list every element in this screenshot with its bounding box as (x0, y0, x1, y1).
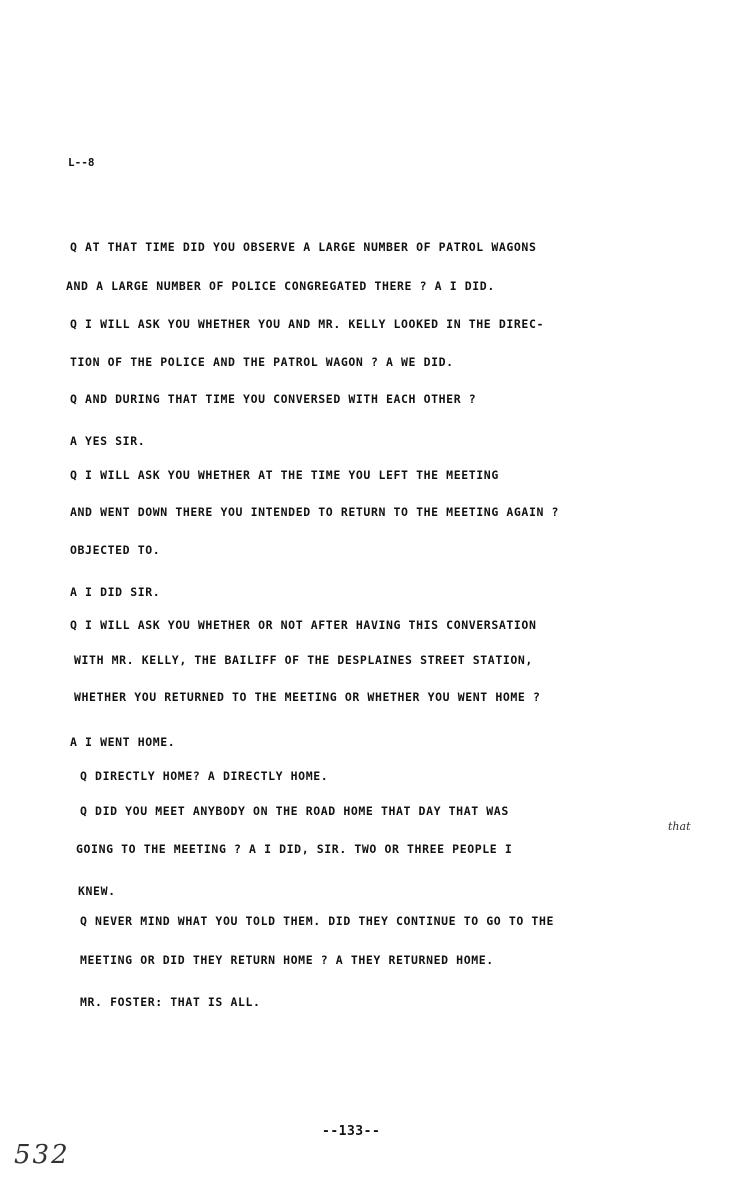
transcript-line: Q I WILL ASK YOU WHETHER AT THE TIME YOU LEFT THE MEETING (70, 468, 499, 482)
section-mark: L--8 (68, 156, 95, 169)
transcript-line: Q AT THAT TIME DID YOU OBSERVE A LARGE NUMBER OF PATROL WAGONS (70, 240, 537, 254)
transcript-line: Q NEVER MIND WHAT YOU TOLD THEM. DID THEY CONTINUE TO GO TO THE (80, 914, 554, 928)
transcript-line: WITH MR. KELLY, THE BAILIFF OF THE DESPLAINES STREET STATION, (74, 653, 533, 667)
transcript-line: TION OF THE POLICE AND THE PATROL WAGON ? A WE DID. (70, 355, 454, 369)
archive-number: 532 (14, 1140, 70, 1170)
transcript-line: OBJECTED TO. (70, 543, 161, 557)
transcript-line: Q DIRECTLY HOME? A DIRECTLY HOME. (80, 769, 329, 783)
transcript-line: AND A LARGE NUMBER OF POLICE CONGREGATED THERE ? A I DID. (66, 279, 495, 293)
transcript-line: A YES SIR. (70, 434, 146, 448)
transcript-line: KNEW. (78, 884, 116, 898)
transcript-line: A I DID SIR. (70, 585, 161, 599)
transcript-line: WHETHER YOU RETURNED TO THE MEETING OR WHETHER YOU WENT HOME ? (74, 690, 541, 704)
transcript-line: Q DID YOU MEET ANYBODY ON THE ROAD HOME THAT DAY THAT WAS (80, 804, 509, 818)
transcript-line: A I WENT HOME. (70, 735, 176, 749)
transcript-line: AND WENT DOWN THERE YOU INTENDED TO RETURN TO THE MEETING AGAIN ? (70, 505, 560, 519)
transcript-line: GOING TO THE MEETING ? A I DID, SIR. TWO OR THREE PEOPLE I (76, 842, 513, 856)
page-number: --133-- (322, 1124, 381, 1139)
transcript-line: Q I WILL ASK YOU WHETHER OR NOT AFTER HAVING THIS CONVERSATION (70, 618, 537, 632)
transcript-line: MEETING OR DID THEY RETURN HOME ? A THEY RETURNED HOME. (80, 953, 494, 967)
transcript-line: Q I WILL ASK YOU WHETHER YOU AND MR. KELLY LOOKED IN THE DIREC- (70, 317, 544, 331)
transcript-line: Q AND DURING THAT TIME YOU CONVERSED WITH EACH OTHER ? (70, 392, 477, 406)
handwritten-insertion: that (668, 820, 691, 833)
transcript-line: MR. FOSTER: THAT IS ALL. (80, 995, 261, 1009)
